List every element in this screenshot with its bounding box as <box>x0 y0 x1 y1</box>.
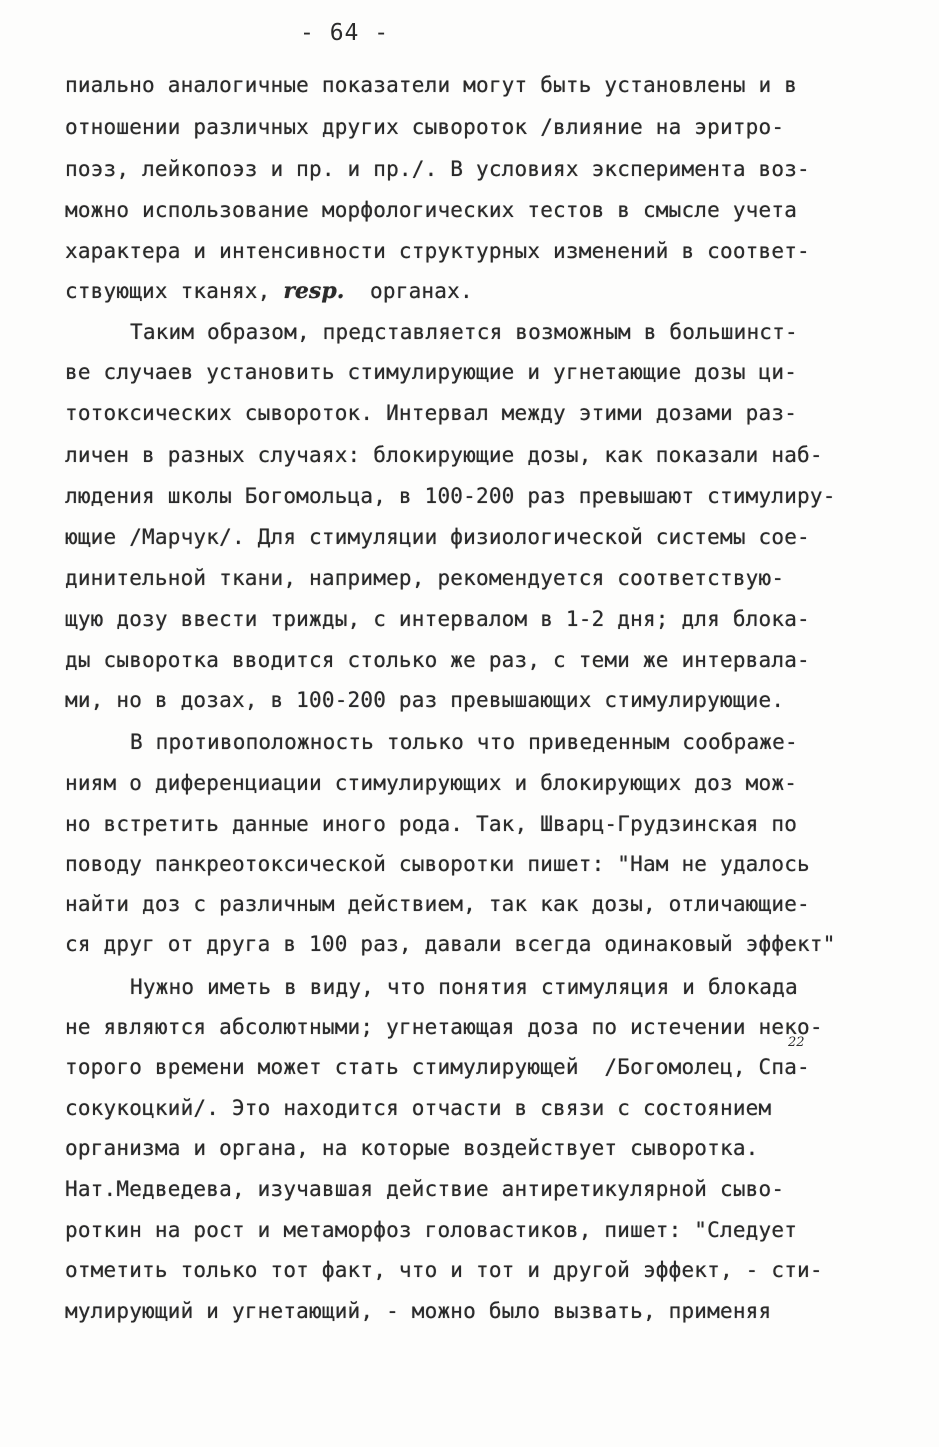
text-line: ющие /Марчук/. Для стимуляции физиологической системы сое- <box>65 525 810 549</box>
text-line: Таким образом, представляется возможным в большинст- <box>130 320 798 344</box>
text-line: ды сыворотка вводится столько же раз, с теми же интервала- <box>65 648 810 672</box>
text-line: найти доз с различным действием, так как дозы, отличающие- <box>65 892 810 916</box>
text-line: В противоположность только что приведенным соображе- <box>130 730 798 754</box>
text-line: но встретить данные иного рода. Так, Шварц-Грудзинская по <box>65 812 798 836</box>
text-line: ниям о диференциации стимулирующих и блокирующих доз мож- <box>65 771 798 795</box>
text-line: ми, но в дозах, в 100-200 раз превышающих стимулирующие. <box>65 688 785 712</box>
text-line-with-handwriting <box>65 278 473 304</box>
text-line: торого времени может стать стимулирующей /Богомолец, Спа- <box>65 1055 810 1079</box>
text-line: личен в разных случаях: блокирующие дозы, как показали наб- <box>65 443 823 467</box>
text-line: ся друг от друга в 100 раз, давали всегда одинаковый эффект" <box>65 932 836 956</box>
page-number: - 64 - <box>300 20 390 46</box>
text-line: организма и органа, на которые воздействует сыворотка. <box>65 1136 759 1160</box>
text-line: отметить только тот факт, что и тот и другой эффект, - сти- <box>65 1258 823 1282</box>
text-line: отношении различных других сывороток /влияние на эритро- <box>65 115 785 139</box>
text-line: характера и интенсивности структурных изменений в соответ- <box>65 239 810 263</box>
text-line: динительной ткани, например, рекомендуется соответствую- <box>65 566 785 590</box>
text-segment: ствующих тканях, <box>65 279 271 303</box>
text-line: ве случаев установить стимулирующие и угнетающие дозы ци- <box>65 360 798 384</box>
text-line: можно использование морфологических тестов в смысле учета <box>65 198 798 222</box>
handwritten-resp: resp. <box>283 278 345 304</box>
text-line: Нат.Медведева, изучавшая действие антиретикулярной сыво- <box>65 1177 785 1201</box>
handwritten-footnote-mark: 22 <box>788 1035 805 1050</box>
text-line: сокукоцкий/. Это находится отчасти в связи с состоянием <box>65 1096 772 1120</box>
text-line: роткин на рост и метаморфоз головастиков, пишет: "Следует <box>65 1218 798 1242</box>
text-line: мулирующий и угнетающий, - можно было вызвать, применяя <box>65 1299 772 1323</box>
text-line: не являются абсолютными; угнетающая доза по истечении неко- <box>65 1015 823 1039</box>
text-line: Нужно иметь в виду, что понятия стимуляция и блокада <box>130 975 798 999</box>
text-line: пиально аналогичные показатели могут быть установлены и в <box>65 73 798 97</box>
text-line: щую дозу ввести трижды, с интервалом в 1-2 дня; для блока- <box>65 607 810 631</box>
text-line: поводу панкреотоксической сыворотки пишет: "Нам не удалось <box>65 852 810 876</box>
text-line: тотоксических сывороток. Интервал между этими дозами раз- <box>65 401 798 425</box>
text-line: людения школы Богомольца, в 100-200 раз превышают стимулиру- <box>65 484 836 508</box>
text-line: поэз, лейкопоэз и пр. и пр./. В условиях эксперимента воз- <box>65 157 810 181</box>
text-segment: органах. <box>370 279 473 303</box>
